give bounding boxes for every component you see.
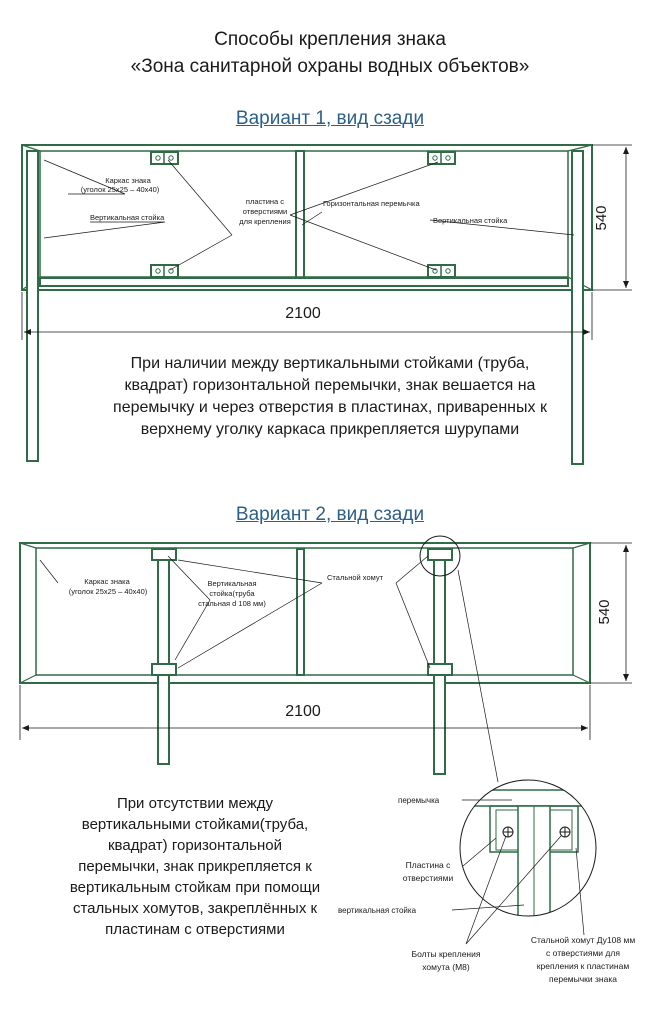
variant2-frame-spec: (уголок 25х25 – 40х40) <box>68 587 148 596</box>
variant1-description-line: верхнему уголку каркаса прикрепляется шурупами <box>140 421 520 438</box>
variant1-middle-stiffener <box>296 151 304 278</box>
variant1-description-line: перемычку и через отверстия в пластинах, приваренных к <box>113 399 547 416</box>
variant1-plate-label-3: для крепления <box>239 217 291 226</box>
detail-bolts-label-2: хомута (М8) <box>422 962 470 972</box>
variant1-plate-label-2: отверстиями <box>242 207 288 216</box>
detail-bolts-label-1: Болты крепления <box>411 949 481 959</box>
variant2-plate <box>152 549 176 560</box>
detail-clamp-label-4: перемычки знака <box>549 974 617 984</box>
detail-plate-label-1: Пластина с <box>405 860 451 870</box>
variant2-clamp-label: Стальной хомут <box>327 573 384 582</box>
variant2-description-line: вертикальными стойками(труба, <box>81 816 309 833</box>
variant2-post-label-2: стойка(труба <box>209 589 255 598</box>
variant1-frame-label: Каркас знака <box>105 176 151 185</box>
variant1-post-right-label: Вертикальная стойка <box>433 216 508 225</box>
variant2-description-line: При отсутствии между <box>116 795 274 812</box>
variant1-height-dim: 540 <box>593 205 610 231</box>
variant1-frame-spec: (уголок 25х25 – 40х40) <box>80 185 160 194</box>
detail-crossbar-label: перемычка <box>398 796 440 805</box>
variant1-heading: Вариант 1, вид сзади <box>235 108 425 129</box>
variant2-description-line: квадрат) горизонтальной <box>107 837 282 854</box>
variant2-plate <box>428 664 452 675</box>
variant2-post-label-1: Вертикальная <box>207 579 257 588</box>
variant2-description-line: вертикальным стойкам при помощи <box>69 879 321 896</box>
title-line-2: «Зона санитарной охраны водных объектов» <box>130 56 530 77</box>
variant2-plate <box>152 664 176 675</box>
detail-bolt <box>560 827 570 837</box>
variant2-post-label-3: стальная d 108 мм) <box>198 599 266 608</box>
variant2-description-line: стальных хомутов, закреплённых к <box>72 900 318 917</box>
variant1-post-right <box>572 151 583 464</box>
variant2-plate <box>428 549 452 560</box>
variant1-crossbar-label: Горизонтальная перемычка <box>323 199 420 208</box>
variant2-frame-label: Каркас знака <box>84 577 130 586</box>
variant2-width-dim: 2100 <box>285 703 321 720</box>
detail-clamp-label-1: Стальной хомут Ду108 мм <box>530 935 636 945</box>
detail-plate-label-2: отверстиями <box>402 873 454 883</box>
detail-clamp-label-3: крепления к пластинам <box>536 961 630 971</box>
variant2-height-dim: 540 <box>596 599 613 625</box>
variant1-dimensions <box>22 145 632 340</box>
variant2-heading: Вариант 2, вид сзади <box>235 504 425 525</box>
variant2-description-line: пластинам с отверстиями <box>105 921 285 938</box>
variant2-middle-stiffener <box>297 549 304 675</box>
variant1-post-label: Вертикальная стойка <box>90 213 165 222</box>
clamp-detail <box>455 780 605 926</box>
title-line-1: Способы крепления знака <box>214 29 446 50</box>
variant1-description-line: При наличии между вертикальными стойками (труба, <box>130 355 530 372</box>
variant2-dimensions <box>20 543 632 740</box>
detail-crossbar <box>455 790 605 806</box>
detail-bolt <box>503 827 513 837</box>
detail-clamp-label-2: с отверстиями для <box>546 948 620 958</box>
variant2-description-line: перемычки, знак прикрепляется к <box>78 858 312 875</box>
variant1-plate-label-1: пластина с <box>245 197 285 206</box>
variant1-post-left <box>27 151 38 461</box>
variant1-width-dim: 2100 <box>285 305 321 322</box>
variant2-post-left <box>158 556 169 764</box>
variant1-crossbar <box>40 278 568 286</box>
detail-post-label: вертикальная стойка <box>338 906 417 915</box>
variant1-description-line: квадрат) горизонтальной перемычки, знак вешается на <box>124 377 536 394</box>
